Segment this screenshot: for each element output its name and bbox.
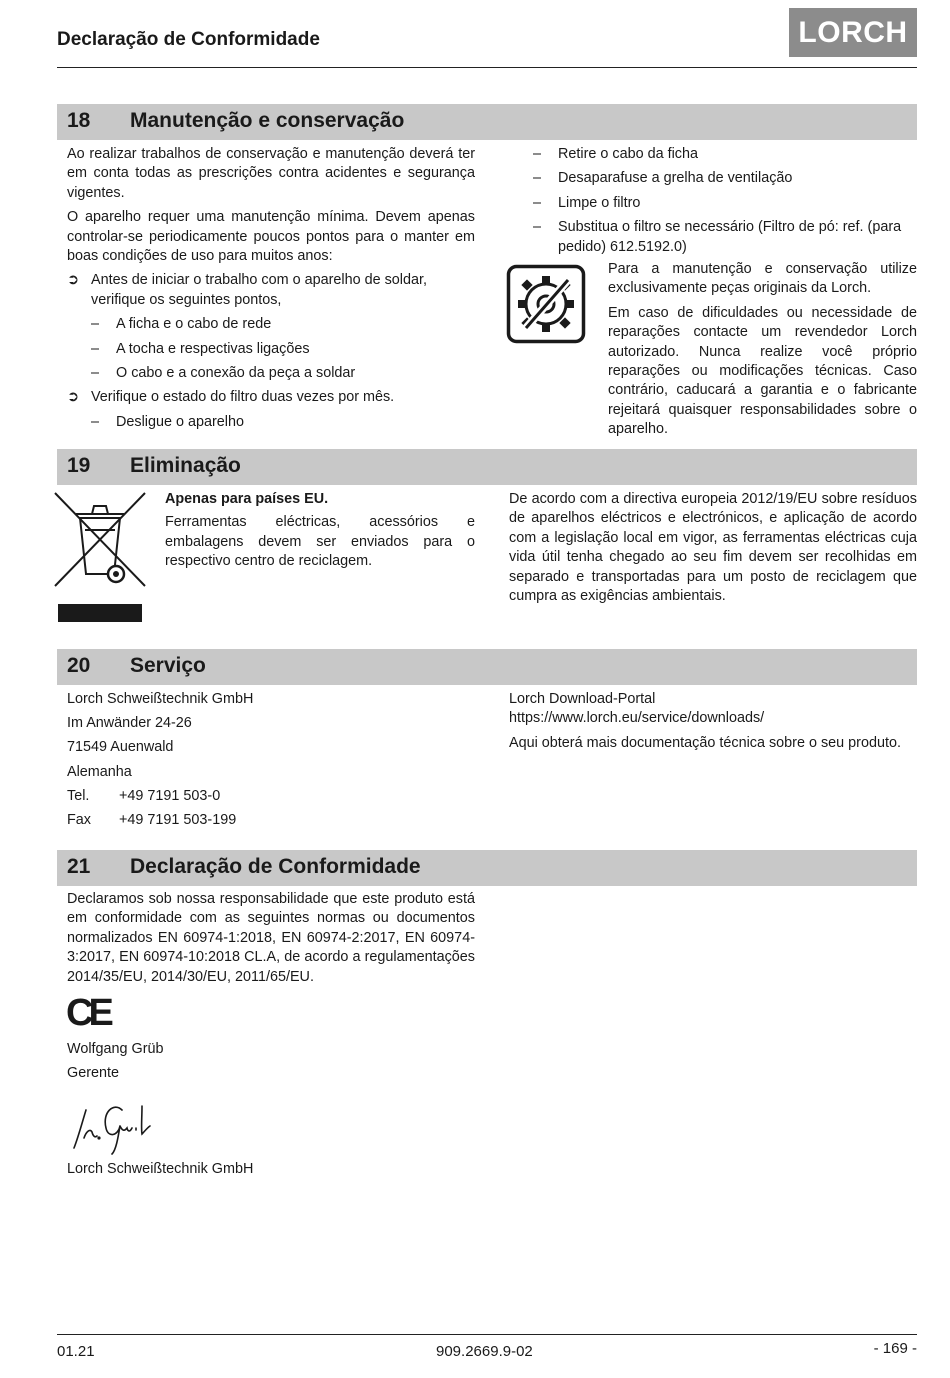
section-21-heading <box>57 850 917 886</box>
list-item: – Desligue o aparelho <box>91 413 245 430</box>
fax-number: +49 7191 503-199 <box>119 812 237 829</box>
tel-label: Tel. <box>67 787 90 804</box>
maintenance-gear-icon <box>506 264 586 344</box>
phone-row <box>67 787 467 806</box>
section-20-heading <box>57 649 917 685</box>
arrow-icon: ➲ <box>67 272 80 289</box>
section-18-right-list <box>533 145 917 262</box>
list-item: – A tocha e respectivas ligações <box>91 340 310 357</box>
section-number: 18 <box>67 109 91 132</box>
download-portal-info <box>509 690 929 753</box>
list-item: – Limpe o filtro <box>533 194 641 211</box>
paragraph: Para a manutenção e conservação utilize exclusivamente peças originais da Lorch. <box>608 261 917 297</box>
list-item: – O cabo e a conexão da peça a soldar <box>91 365 356 382</box>
section-19-heading <box>57 449 917 485</box>
crossed-bin-icon <box>52 490 148 626</box>
list-item: ➲ Antes de iniciar o trabalho com o aparelho de soldar, verifique os seguintes pontos, <box>67 271 475 310</box>
disposal-directive-text: De acordo com a directiva europeia 2012/19/EU sobre resíduos de aparelhos eléctricos e electrónicos, e aplicação de acordo com a legislação local em vigor, as ferramentas eléctricas cuja vida útil tenha chegado ao seu fim devem ser recolhidas em separado e transportadas para um posto de reciclagem que cumpra as exigências ambientais. <box>509 491 917 605</box>
section-number: 19 <box>67 454 91 477</box>
paragraph: O aparelho requer uma manutenção mínima. Devem apenas controlar-se periodicamente poucos pontos para o manter em boas condições de uso para muitos anos: <box>67 209 475 265</box>
list-item: – A ficha e o cabo de rede <box>91 316 272 333</box>
portal-name: Lorch Download-Portal <box>509 691 656 707</box>
conformity-statement: Declaramos sob nossa responsabilidade que este produto está em conformidade com as seguintes normas ou documentos normalizados EN 60974-1:2018, EN 60974-2:2017, EN 60974-3:2017, EN 60974-10:2018 CL.A, de acordo a regulamentações 2014/35/EU, 2014/30/EU, 2011/65/EU. <box>67 891 475 985</box>
section-number: 20 <box>67 654 91 677</box>
list-item: ➲ Verifique o estado do filtro duas vezes por mês. <box>67 388 475 407</box>
company-name: Lorch Schweißtechnik GmbH <box>67 691 254 707</box>
header-rule <box>57 67 917 68</box>
section-title: Manutenção e conservação <box>130 109 405 132</box>
lorch-logo: LORCH <box>789 8 917 57</box>
portal-url-link[interactable]: https://www.lorch.eu/service/downloads/ <box>509 710 765 727</box>
section-title: Declaração de Conformidade <box>130 855 421 878</box>
portal-note: Aqui obterá mais documentação técnica sobre o seu produto. <box>509 734 901 751</box>
arrow-icon: ➲ <box>67 389 80 406</box>
footer-rule <box>57 1334 917 1335</box>
eu-title: Apenas para países EU. <box>165 491 329 507</box>
signature-company: Lorch Schweißtechnik GmbH <box>67 1161 254 1177</box>
signer-name: Wolfgang Grüb <box>67 1041 164 1057</box>
section-18-left-column <box>67 145 475 437</box>
eu-disposal-note <box>165 490 475 572</box>
fax-row <box>67 811 467 830</box>
section-title: Serviço <box>130 654 206 677</box>
page-header-title: Declaração de Conformidade <box>57 29 320 50</box>
footer-doc-number: 909.2669.9-02 <box>436 1343 533 1360</box>
tel-number: +49 7191 503-0 <box>119 787 221 804</box>
service-address <box>67 690 467 830</box>
maintenance-note <box>608 260 917 445</box>
signature-icon <box>70 1098 160 1158</box>
paragraph: Em caso de dificuldades ou necessidade de reparações contacte um revendedor Lorch autorizado. Nunca realize você próprio reparações ou modificações técnicas. Caso contrário, caducará a garantia e o fabricante rejeitará quaisquer responsabilidades sobre o aparelho. <box>608 304 917 438</box>
signer-role: Gerente <box>67 1065 119 1081</box>
list-item: – Desaparafuse a grelha de ventilação <box>533 170 793 187</box>
street: Im Anwänder 24-26 <box>67 715 192 732</box>
city: 71549 Auenwald <box>67 739 174 756</box>
list-item: – Retire o cabo da ficha <box>533 146 698 162</box>
country: Alemanha <box>67 763 132 780</box>
section-number: 21 <box>67 855 91 878</box>
fax-label: Fax <box>67 812 91 829</box>
paragraph: Ferramentas eléctricas, acessórios e embalagens devem ser enviados para o respectivo centro de reciclagem. <box>165 514 475 570</box>
page-number: - 169 - <box>873 1340 917 1357</box>
ce-mark-icon: CE <box>66 992 109 1034</box>
section-title: Eliminação <box>130 454 241 477</box>
section-18-heading <box>57 104 917 140</box>
list-item: – Substitua o filtro se necessário (Filtro de pó: ref. (para pedido) 612.5192.0) <box>533 219 902 255</box>
paragraph: Ao realizar trabalhos de conservação e manutenção deverá ter em conta todas as prescrições contra acidentes e segurança vigentes. <box>67 146 475 201</box>
footer-date: 01.21 <box>57 1343 95 1360</box>
